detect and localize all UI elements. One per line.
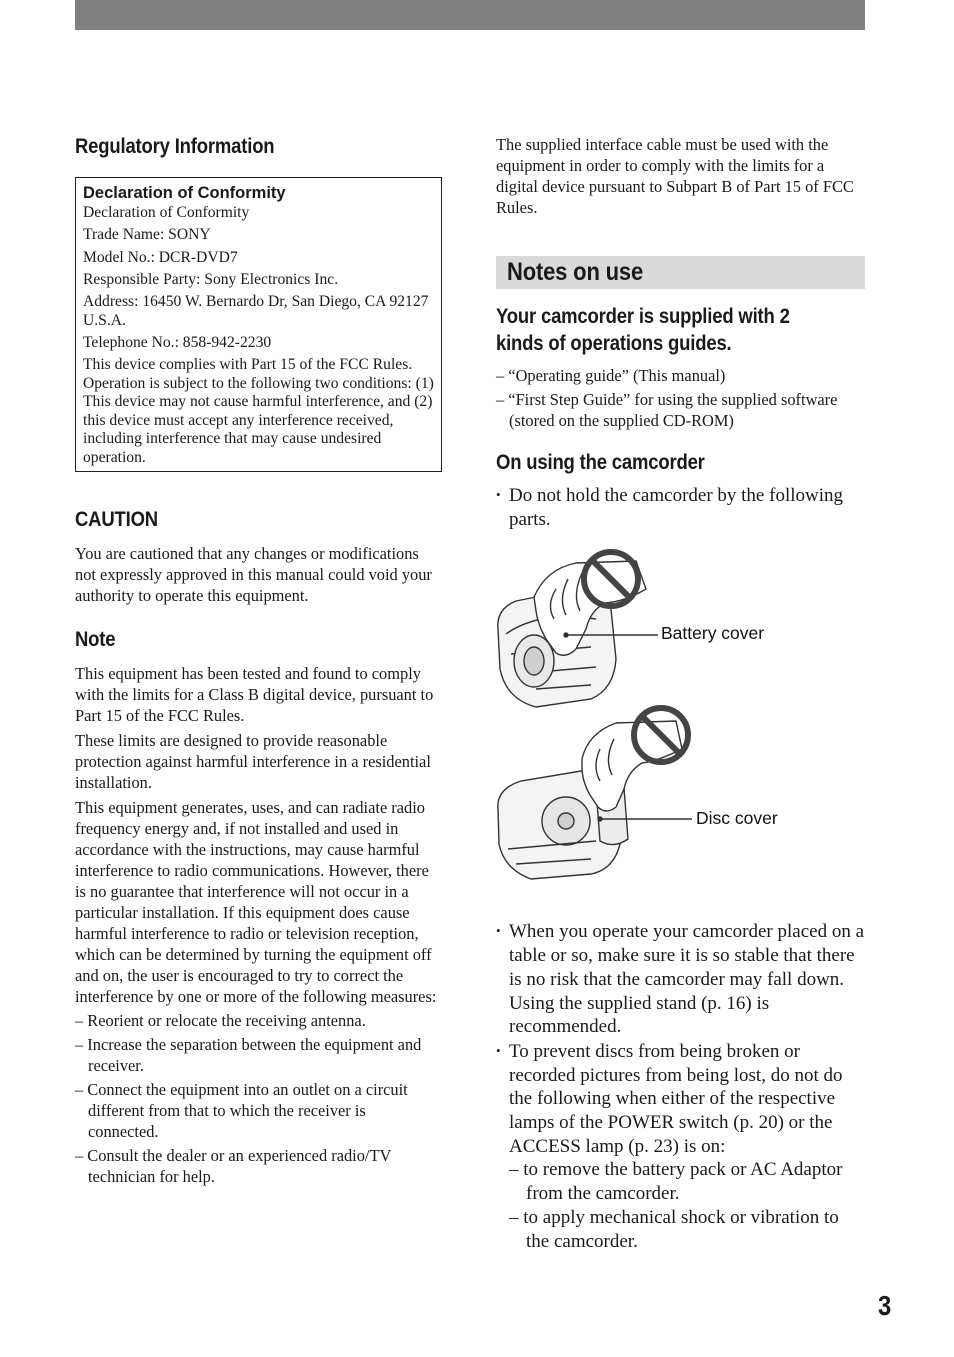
guides-heading-line: Your camcorder is supplied with 2 — [496, 305, 790, 328]
page-number: 3 — [878, 1290, 892, 1321]
list-item — [496, 483, 866, 531]
regulatory-heading: Regulatory Information — [75, 135, 275, 158]
list-item: – to apply mechanical shock or vibration to the camcorder. — [509, 1206, 839, 1252]
bullet-icon: • — [496, 923, 501, 939]
header-bar — [75, 0, 865, 30]
list-item: – “First Step Guide” for using the supplied software (stored on the supplied CD-ROM) — [496, 390, 838, 430]
model-number: Model No.: DCR-DVD7 — [83, 248, 238, 266]
address: Address: 16450 W. Bernardo Dr, San Diego, CA 92127 U.S.A. — [83, 293, 429, 329]
bullet-text: Do not hold the camcorder by the following parts. — [509, 485, 844, 530]
section-bar — [496, 256, 865, 289]
battery-cover-label: Battery cover — [661, 623, 765, 644]
caution-heading: CAUTION — [75, 508, 158, 532]
declaration-box — [75, 177, 442, 472]
bullet-text: To prevent discs from being broken or recorded pictures from being lost, do not do the following when either of the respective lamps of the POWER switch (p. 20) or the ACCESS lamp (p. 23) is on: — [509, 1040, 843, 1157]
responsible-party: Responsible Party: Sony Electronics Inc. — [83, 270, 339, 288]
list-item — [496, 1039, 866, 1159]
sub-list — [509, 1158, 866, 1253]
list-item: – Connect the equipment into an outlet on a circuit different from that to which the receiver is connected. — [75, 1080, 408, 1142]
telephone: Telephone No.: 858-942-2230 — [83, 333, 272, 351]
bullet-text: When you operate your camcorder placed on a table or so, make sure it is so stable that there is no risk that the camcorder may fall down. Using the supplied stand (p. 16) is recommended. — [509, 921, 865, 1038]
guides-heading-line: kinds of operations guides. — [496, 332, 732, 355]
left-column — [75, 130, 440, 1190]
usage-bullet-list — [496, 919, 866, 1158]
trade-name: Trade Name: SONY — [83, 226, 211, 244]
note-paragraph: This equipment generates, uses, and can radiate radio frequency energy and, if not installed and used in accordance with the instructions, may cause harmful interference to radio communications. However, there is no guarantee that interference will not occur in a particular installation. If this equipment does cause harmful interference to radio or television reception, which can be determined by turning the equipment off and on, the user is encouraged to try to correct the interference by one or more of the following measures: — [75, 798, 437, 1007]
bullet-icon: • — [496, 1042, 501, 1058]
declaration-line: Declaration of Conformity — [83, 204, 250, 221]
bullet-icon: • — [496, 487, 501, 502]
note-heading: Note — [75, 628, 116, 652]
interface-cable-text: The supplied interface cable must be used with the equipment in order to comply with the limits for a digital device pursuant to Subpart B of Part 15 of FCC Rules. — [496, 135, 854, 217]
list-item — [496, 919, 866, 1039]
list-item: – to remove the battery pack or AC Adaptor from the camcorder. — [509, 1159, 843, 1205]
fcc-compliance-text: This device complies with Part 15 of the FCC Rules. Operation is subject to the following two conditions: (1) This device may not cause harmful interference, and (2) this device must accept any interference received, including interference that may cause undesired operation. — [83, 356, 434, 466]
camcorder-illustration — [496, 549, 866, 909]
list-item: – “Operating guide” (This manual) — [496, 366, 726, 385]
note-paragraph: These limits are designed to provide reasonable protection against harmful interference in a residential installation. — [75, 731, 431, 793]
section-title: Notes on use — [507, 258, 644, 286]
camcorder-figure — [496, 549, 866, 909]
list-item: – Consult the dealer or an experienced radio/TV technician for help. — [75, 1146, 392, 1187]
right-column — [496, 134, 866, 1253]
using-heading: On using the camcorder — [496, 451, 705, 474]
list-item: – Reorient or relocate the receiving antenna. — [75, 1011, 366, 1031]
guides-list — [496, 365, 866, 431]
disc-cover-label: Disc cover — [696, 808, 778, 829]
guides-heading — [496, 303, 822, 357]
note-paragraph: This equipment has been tested and found to comply with the limits for a Class B digital device, pursuant to Part 15 of the FCC Rules. — [75, 664, 434, 726]
list-item: – Increase the separation between the equipment and receiver. — [75, 1035, 422, 1076]
hold-bullet-list — [496, 483, 866, 531]
caution-text: You are cautioned that any changes or modifications not expressly approved in this manual could void your authority to operate this equipment. — [75, 544, 432, 606]
measures-list — [75, 1010, 440, 1187]
declaration-title: Declaration of Conformity — [83, 184, 286, 202]
